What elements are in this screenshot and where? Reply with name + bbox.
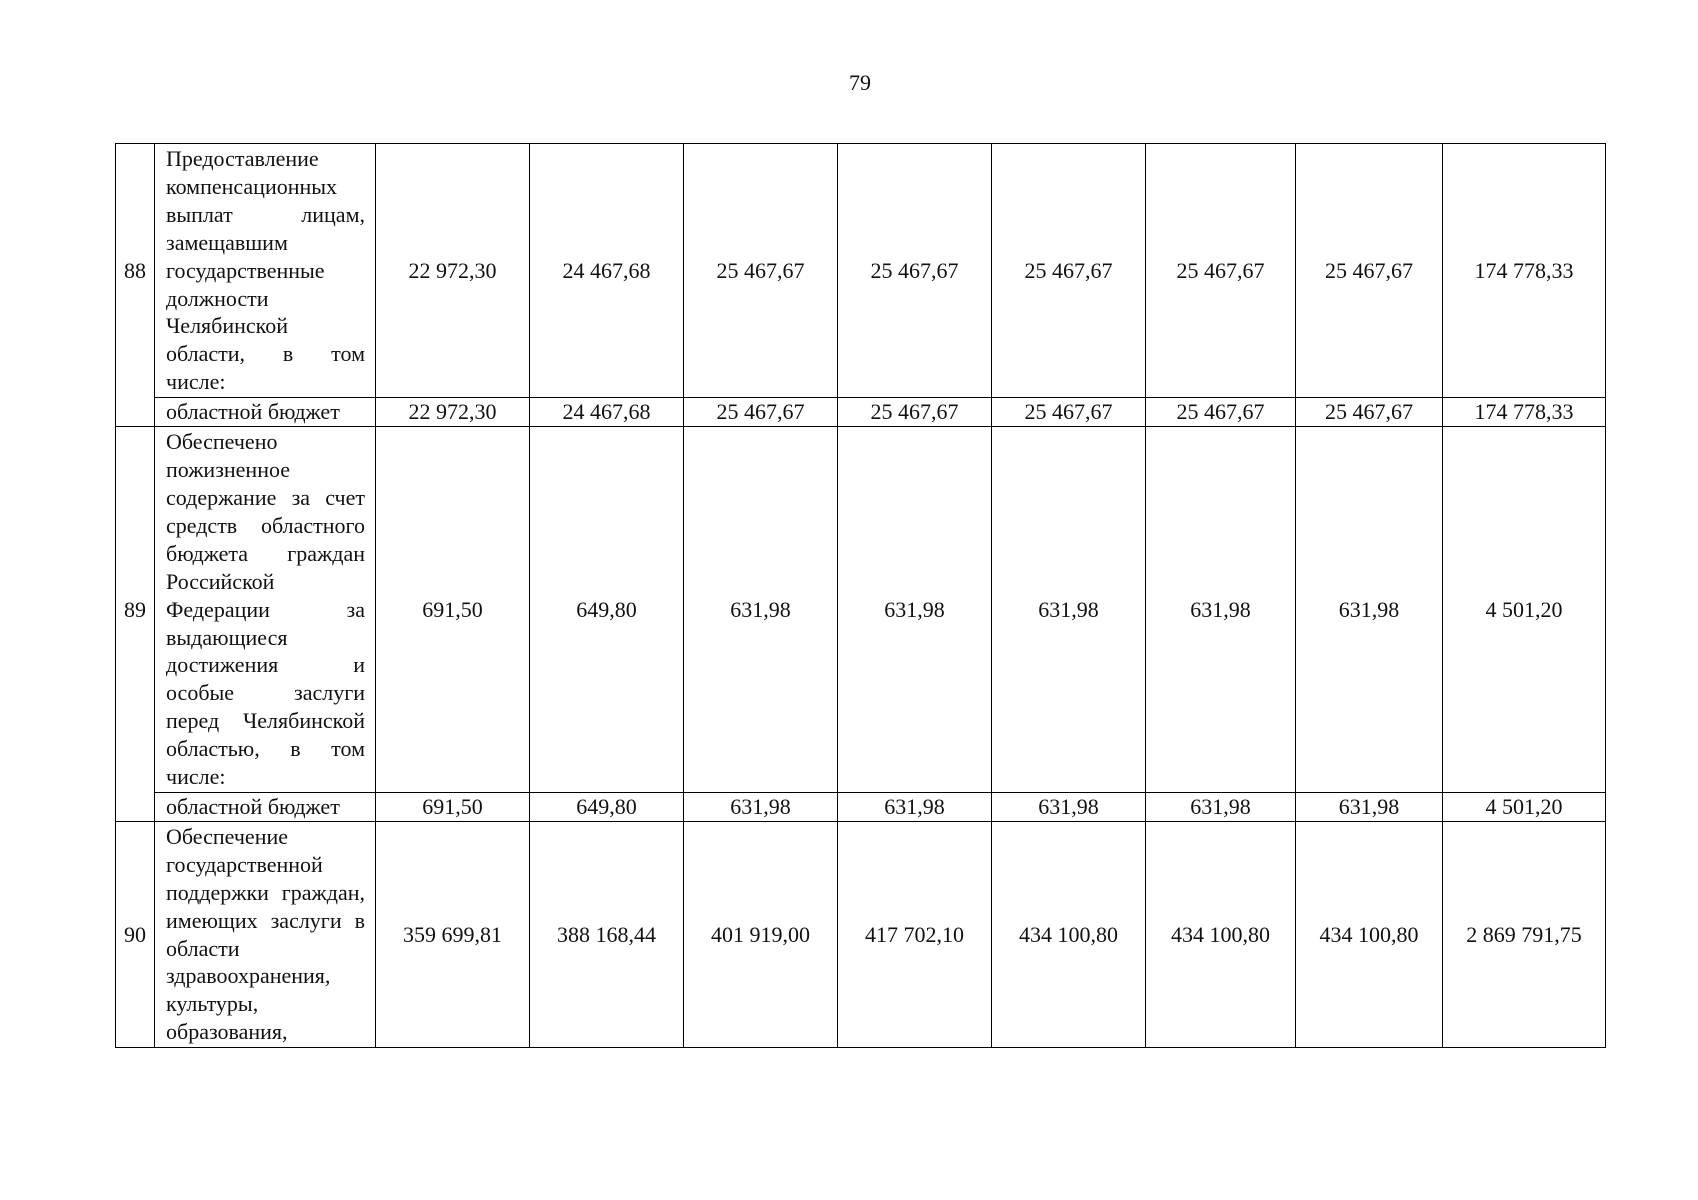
value-cell: 631,98	[1146, 427, 1296, 793]
total-cell: 2 869 791,75	[1443, 821, 1606, 1047]
value-cell: 25 467,67	[992, 144, 1146, 398]
value-cell: 631,98	[838, 427, 992, 793]
row-number: 88	[116, 144, 155, 398]
row-number-spacer	[116, 792, 155, 821]
value-cell: 388 168,44	[530, 821, 684, 1047]
value-cell: 631,98	[992, 427, 1146, 793]
budget-source-label: областной бюджет	[155, 398, 376, 427]
value-cell: 25 467,67	[1296, 144, 1443, 398]
value-cell: 631,98	[1296, 792, 1443, 821]
total-cell: 174 778,33	[1443, 398, 1606, 427]
row-number: 89	[116, 427, 155, 793]
value-cell: 25 467,67	[838, 398, 992, 427]
table-row	[116, 427, 1606, 793]
total-cell: 4 501,20	[1443, 792, 1606, 821]
value-cell: 24 467,68	[530, 398, 684, 427]
total-cell: 4 501,20	[1443, 427, 1606, 793]
row-description: Предоставление компенсационных выплат лицам, замещавшим государственные должности Челябинской области, в том числе:	[155, 144, 376, 398]
value-cell: 22 972,30	[376, 398, 530, 427]
table-row-subtotal	[116, 792, 1606, 821]
value-cell: 631,98	[684, 427, 838, 793]
budget-source-label: областной бюджет	[155, 792, 376, 821]
value-cell: 691,50	[376, 792, 530, 821]
value-cell: 24 467,68	[530, 144, 684, 398]
value-cell: 691,50	[376, 427, 530, 793]
value-cell: 25 467,67	[838, 144, 992, 398]
page-number: 79	[849, 70, 871, 95]
row-number-spacer	[116, 398, 155, 427]
value-cell: 649,80	[530, 792, 684, 821]
value-cell: 434 100,80	[1146, 821, 1296, 1047]
budget-table	[115, 143, 1606, 1048]
total-cell: 174 778,33	[1443, 144, 1606, 398]
value-cell: 401 919,00	[684, 821, 838, 1047]
value-cell: 25 467,67	[992, 398, 1146, 427]
value-cell: 434 100,80	[992, 821, 1146, 1047]
value-cell: 25 467,67	[1296, 398, 1443, 427]
value-cell: 631,98	[838, 792, 992, 821]
value-cell: 631,98	[1296, 427, 1443, 793]
table-row	[116, 821, 1606, 1047]
value-cell: 25 467,67	[684, 144, 838, 398]
value-cell: 22 972,30	[376, 144, 530, 398]
value-cell: 631,98	[1146, 792, 1296, 821]
value-cell: 631,98	[684, 792, 838, 821]
value-cell: 417 702,10	[838, 821, 992, 1047]
value-cell: 25 467,67	[1146, 144, 1296, 398]
value-cell: 359 699,81	[376, 821, 530, 1047]
row-description: Обеспечение государственной поддержки граждан, имеющих заслуги в области здравоохранения, культуры, образования,	[155, 821, 376, 1047]
table-row	[116, 144, 1606, 398]
value-cell: 649,80	[530, 427, 684, 793]
row-number: 90	[116, 821, 155, 1047]
row-description: Обеспечено пожизненное содержание за счет средств областного бюджета граждан Российской Федерации за выдающиеся достижения и особые заслуги перед Челябинской областью, в том числе:	[155, 427, 376, 793]
value-cell: 631,98	[992, 792, 1146, 821]
value-cell: 434 100,80	[1296, 821, 1443, 1047]
value-cell: 25 467,67	[1146, 398, 1296, 427]
value-cell: 25 467,67	[684, 398, 838, 427]
table-row-subtotal	[116, 398, 1606, 427]
